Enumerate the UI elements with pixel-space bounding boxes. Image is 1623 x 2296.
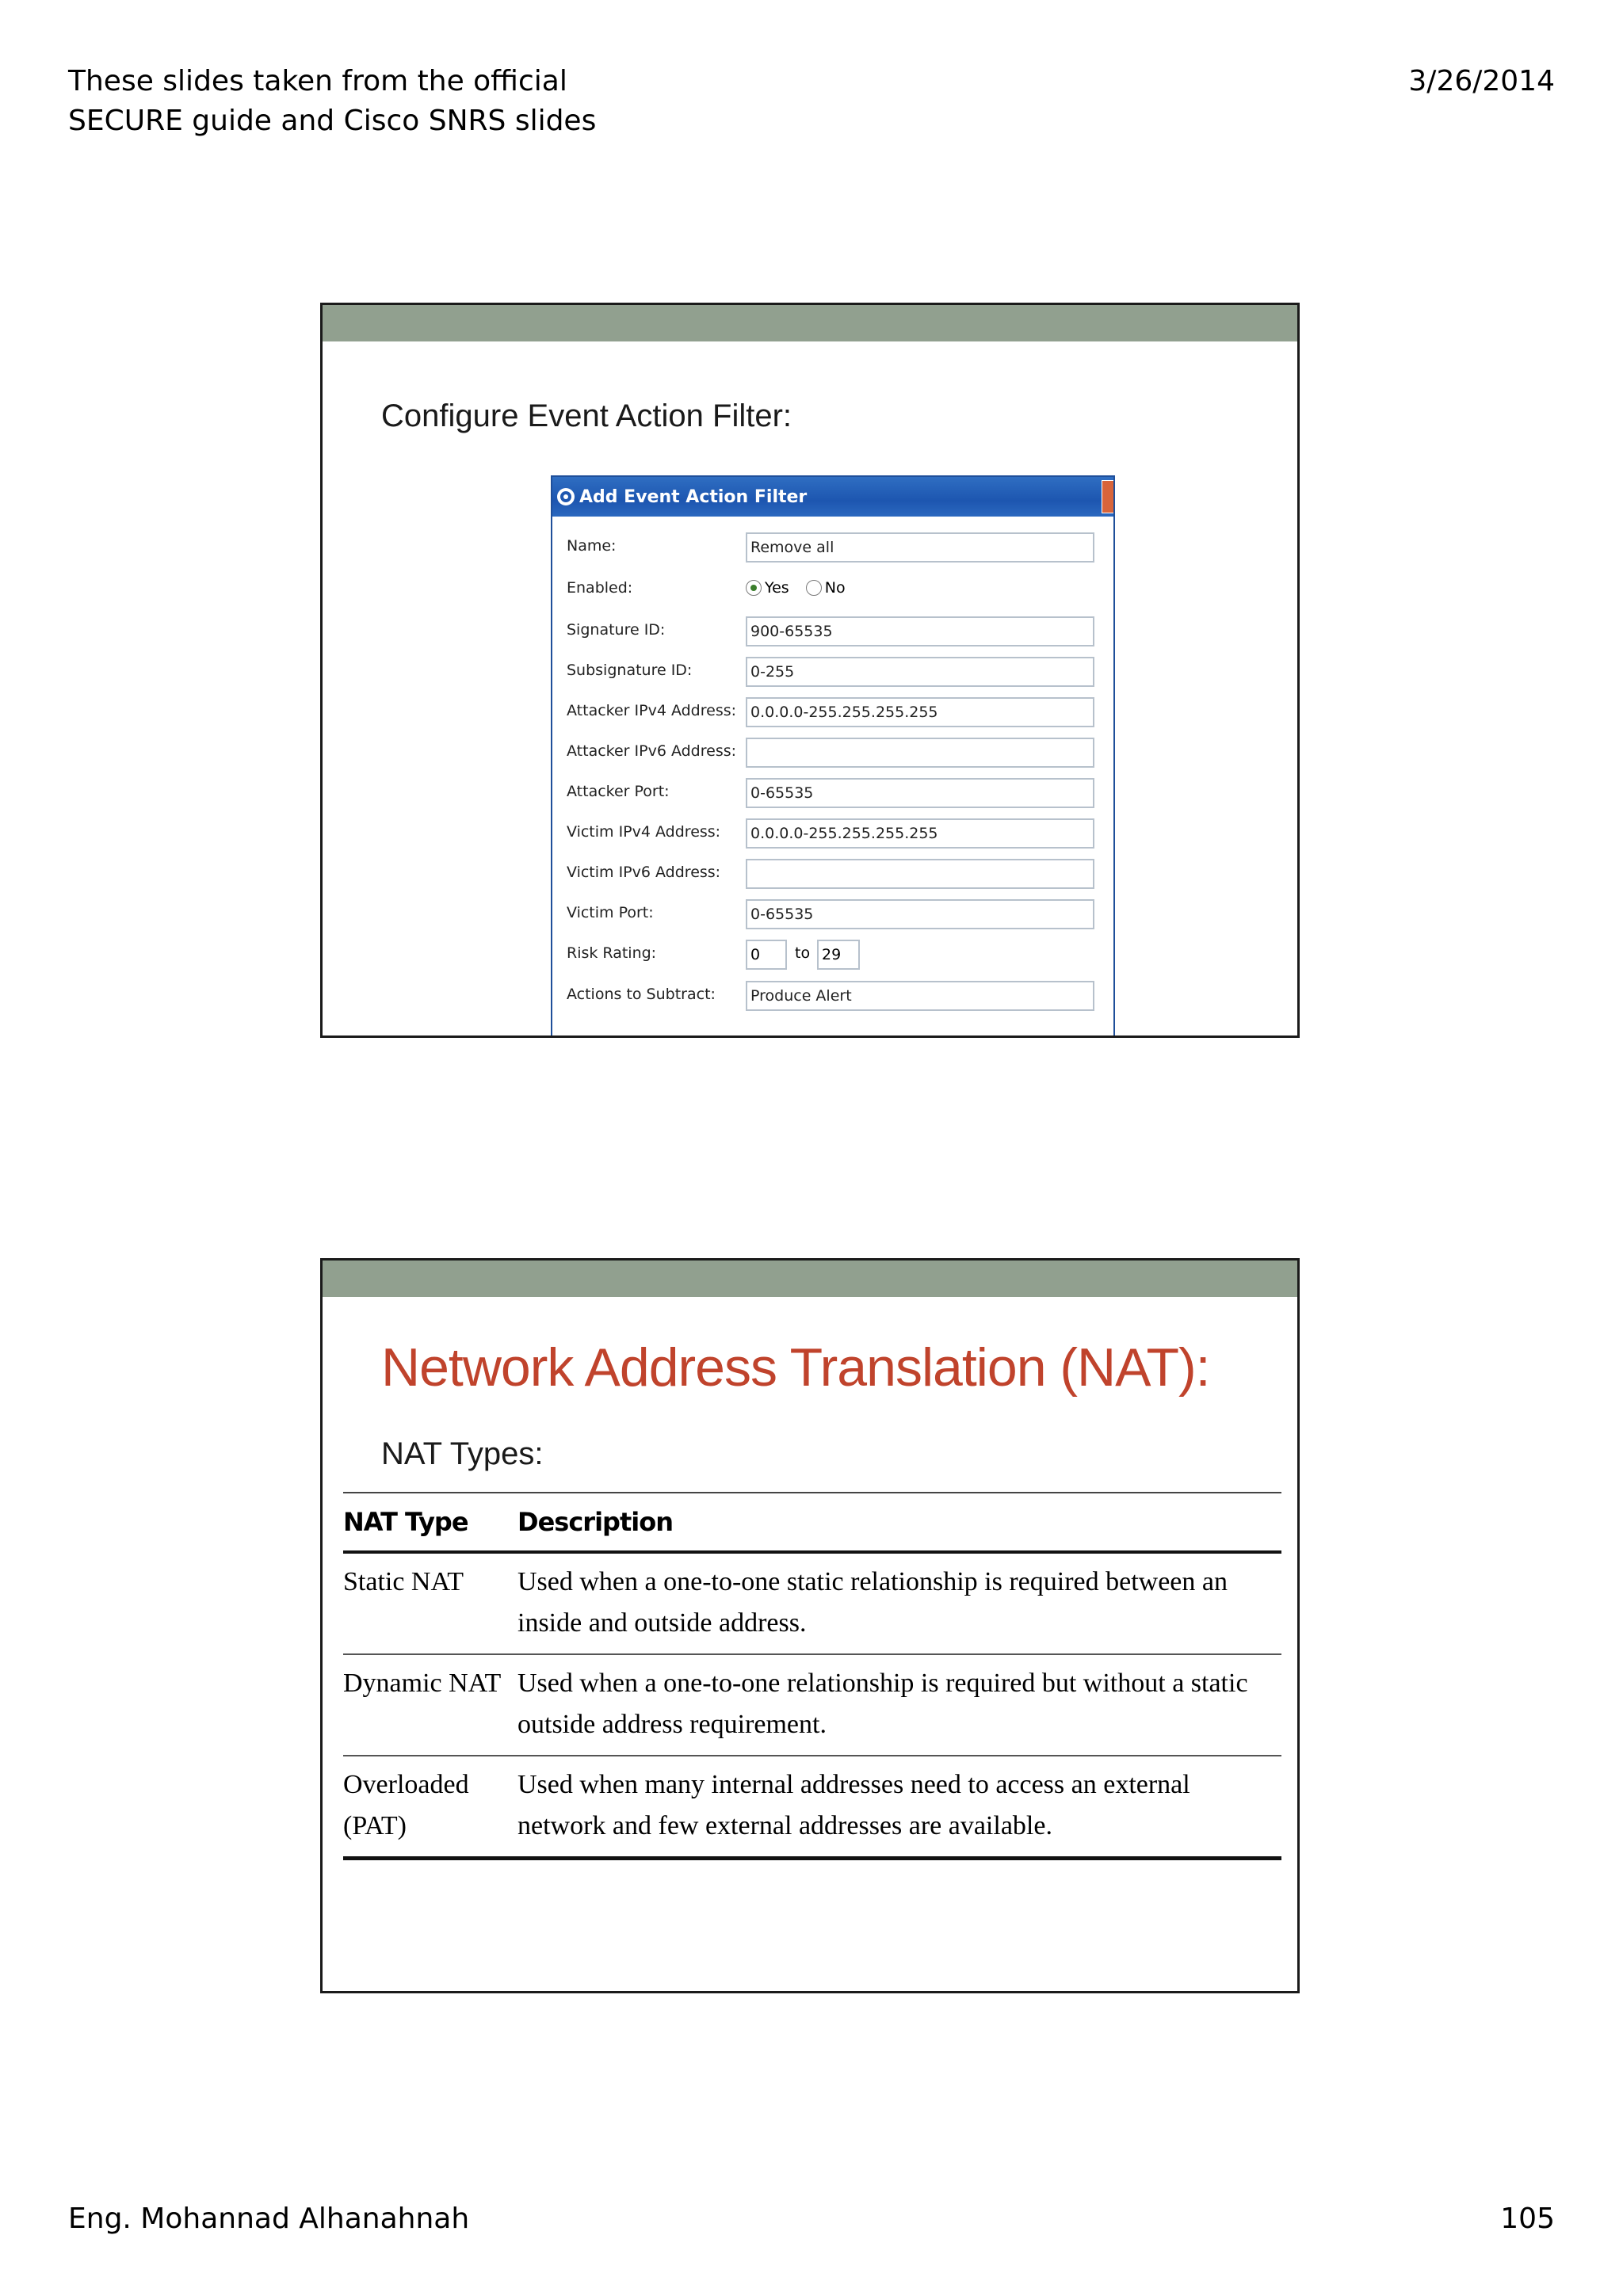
field-label: Victim Port: xyxy=(567,904,654,921)
description-cell: Used when a one-to-one static relationship is required between an inside and outside address. xyxy=(517,1567,1228,1638)
field-label: Risk Rating: xyxy=(567,944,657,962)
slide-title-band xyxy=(323,1261,1297,1297)
name-field[interactable]: Remove all xyxy=(746,532,1094,563)
attacker-ipv4-field[interactable]: 0.0.0.0-255.255.255.255 xyxy=(746,697,1094,727)
enabled-yes-radio[interactable] xyxy=(746,580,762,596)
description-cell: Used when a one-to-one relationship is required but without a static outside address requirement. xyxy=(517,1669,1248,1739)
field-label: Subsignature ID: xyxy=(567,662,693,679)
field-row-name xyxy=(567,532,1113,564)
field-row-subsignature-id xyxy=(567,657,1113,688)
slide-event-action-filter xyxy=(320,303,1300,1038)
field-row-actions-to-subtract xyxy=(567,981,1113,1013)
field-label: Attacker IPv6 Address: xyxy=(567,742,737,760)
nat-types-table xyxy=(343,1492,1281,1860)
slide-title: Network Address Translation (NAT): xyxy=(381,1337,1210,1398)
nat-type-cell: Dynamic NAT xyxy=(343,1669,502,1698)
field-row-signature-id xyxy=(567,616,1113,648)
field-row-victim-port xyxy=(567,899,1113,931)
subsignature-id-field[interactable]: 0-255 xyxy=(746,657,1094,687)
field-label: Enabled: xyxy=(567,579,633,597)
field-label: Actions to Subtract: xyxy=(567,986,716,1003)
attacker-port-field[interactable]: 0-65535 xyxy=(746,778,1094,808)
footer-author: Eng. Mohannad Alhanahnah xyxy=(68,2203,470,2235)
field-row-attacker-port xyxy=(567,778,1113,810)
field-label: Name: xyxy=(567,537,617,555)
radio-label: No xyxy=(824,579,846,597)
field-label: Victim IPv4 Address: xyxy=(567,823,721,841)
field-row-victim-ipv4 xyxy=(567,818,1113,850)
radio-label: Yes xyxy=(765,579,789,597)
field-row-attacker-ipv6 xyxy=(567,738,1113,769)
slide-title-band xyxy=(323,305,1297,341)
risk-rating-from-field[interactable]: 0 xyxy=(746,940,787,970)
actions-to-subtract-field[interactable]: Produce Alert xyxy=(746,981,1094,1011)
header-date: 3/26/2014 xyxy=(1408,65,1555,97)
column-header: NAT Type xyxy=(343,1507,468,1537)
table-row xyxy=(343,1756,1281,1859)
column-header: Description xyxy=(517,1507,673,1537)
field-row-enabled xyxy=(567,574,1113,606)
field-label: Attacker IPv4 Address: xyxy=(567,702,737,719)
victim-ipv6-field[interactable] xyxy=(746,859,1094,889)
field-label: Attacker Port: xyxy=(567,783,670,800)
risk-rating-to-field[interactable]: 29 xyxy=(817,940,860,970)
table-row xyxy=(343,1552,1281,1654)
field-label: Victim IPv6 Address: xyxy=(567,864,721,881)
header-title: These slides taken from the official SECURE guide and Cisco SNRS slides xyxy=(68,65,597,137)
app-icon xyxy=(557,488,575,505)
victim-ipv4-field[interactable]: 0.0.0.0-255.255.255.255 xyxy=(746,818,1094,849)
field-row-risk-rating xyxy=(567,940,1113,971)
page-number: 105 xyxy=(1500,2203,1555,2235)
slide-subtitle: NAT Types: xyxy=(381,1436,544,1471)
enabled-no-radio[interactable] xyxy=(806,580,822,596)
description-cell: Used when many internal addresses need to access an external network and few external addresses are available. xyxy=(517,1770,1190,1840)
nat-type-cell: Static NAT xyxy=(343,1567,464,1596)
edit-icon[interactable] xyxy=(1113,986,1115,1003)
table-row xyxy=(343,1654,1281,1756)
enabled-radio-group xyxy=(746,579,858,597)
slide-heading: Configure Event Action Filter: xyxy=(381,399,792,433)
victim-port-field[interactable]: 0-65535 xyxy=(746,899,1094,929)
field-row-attacker-ipv4 xyxy=(567,697,1113,729)
range-to-label: to xyxy=(795,944,811,962)
attacker-ipv6-field[interactable] xyxy=(746,738,1094,768)
table-header-row xyxy=(343,1493,1281,1552)
dialog-title-bar xyxy=(552,477,1113,517)
signature-id-field[interactable]: 900-65535 xyxy=(746,616,1094,646)
field-row-victim-ipv6 xyxy=(567,859,1113,891)
nat-type-cell: Overloaded (PAT) xyxy=(343,1770,469,1840)
field-label: Signature ID: xyxy=(567,621,666,639)
slide-nat xyxy=(320,1258,1300,1993)
close-icon[interactable] xyxy=(1102,480,1113,513)
add-event-action-filter-dialog xyxy=(551,475,1115,1038)
dialog-title: Add Event Action Filter xyxy=(579,486,808,507)
dialog-body xyxy=(552,517,1113,1038)
